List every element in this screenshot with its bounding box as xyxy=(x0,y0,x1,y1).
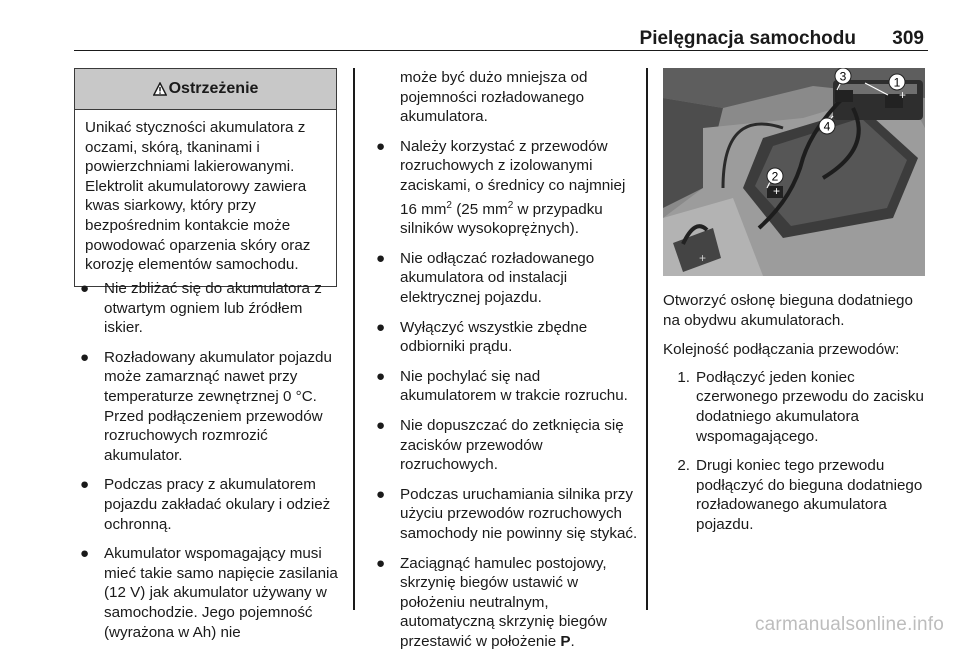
column-3 xyxy=(663,291,933,545)
list-item-text: Należy korzystać z przewodów rozruchowych z izolowanymi zaciskami, o średnicy co najmniej 16 $mm^2$ (25 $mm^2$ w przypadku silników wysokoprężnych). xyxy=(400,137,626,238)
continuation-text: może być dużo mniejsza od pojemności rozładowanego akumulatora. xyxy=(400,69,588,126)
list-item-continuation xyxy=(374,68,640,127)
callout-4 xyxy=(819,118,835,134)
column-2 xyxy=(374,68,640,662)
page-header xyxy=(74,24,928,51)
list-item-text: Rozładowany akumulator pojazdu może zamarznąć nawet przy temperaturze zewnętrznej 0 °C. Przed podłączeniem przewodów rozruchowych rozmrozić akumulator. xyxy=(104,348,332,464)
list-item: ● Należy korzystać z przewodów rozruchowych z izolowanymi zaciskami, o średnicy co najmniej 16 $mm^2$ (25 $mm^2$ w przypadku silników wysokoprężnych). xyxy=(374,137,640,239)
callout-3 xyxy=(835,68,851,84)
svg-text:+: + xyxy=(773,184,781,198)
list-item-text: Wyłączyć wszystkie zbędne odbiorniki prądu. xyxy=(400,318,588,356)
watermark: carmanualsonline.info xyxy=(754,614,944,635)
gear-letter: P xyxy=(560,632,571,650)
list-item: ● Podczas pracy z akumulatorem pojazdu zakładać okulary i odzież ochronną. xyxy=(78,475,344,534)
list-item-text: Nie zbliżać się do akumulatora z otwartym ogniem lub źródłem iskier. xyxy=(104,280,322,337)
callout-2 xyxy=(767,168,783,184)
list-item: ● Nie odłączać rozładowanego akumulatora od instalacji elektrycznej pojazdu. xyxy=(374,249,640,308)
list-item-text: Podczas uruchamiania silnika przy użyciu przewodów rozruchowych samochody nie powinny się stykać. xyxy=(400,485,638,542)
page-title: Pielęgnacja samochodu xyxy=(639,28,856,49)
step-text: Drugi koniec tego przewodu podłączyć do bieguna dodatniego rozładowanego akumulatora pojazdu. xyxy=(696,457,923,533)
list-item-text: Nie dopuszczać do zetknięcia się zacisków przewodów rozruchowych. xyxy=(400,416,624,474)
svg-text:1: 1 xyxy=(893,75,901,90)
list-item: ● Akumulator wspomagający musi mieć takie samo napięcie zasilania (12 V) jak akumulator używany w samochodzie. Jego pojemność (wyrażona w Ah) nie xyxy=(78,544,344,642)
list-item-text: Nie pochylać się nad akumulatorem w trakcie rozruchu. xyxy=(400,367,628,405)
column-divider xyxy=(646,68,648,610)
engine-bay-illustration xyxy=(663,68,925,276)
paragraph: Kolejność podłączania przewodów: xyxy=(663,341,900,359)
warning-box xyxy=(74,68,337,287)
list-item: ● Nie dopuszczać do zetknięcia się zacisków przewodów rozruchowych. xyxy=(374,416,640,475)
step-number: 1. xyxy=(677,368,690,386)
list-item: ● Podczas uruchamiania silnika przy użyciu przewodów rozruchowych samochody nie powinny się stykać. xyxy=(374,485,640,544)
warning-text: Unikać styczności akumulatora z oczami, skórą, tkaninami i powierzchniami lakierowanymi. Elektrolit akumulatorowy zawiera kwas siarkowy, który przy bezpośrednim kontakcie może powodować oparzenia skóry oraz korozję elementów samochodu. xyxy=(85,119,311,274)
step-number: 2. xyxy=(677,457,690,475)
warning-title: Ostrzeżenie xyxy=(168,80,259,97)
svg-text:+: + xyxy=(899,88,907,102)
svg-text:4: 4 xyxy=(823,119,831,134)
page-number: 309 xyxy=(892,28,924,49)
list-item: ● Wyłączyć wszystkie zbędne odbiorniki prądu. xyxy=(374,318,640,357)
svg-text:3: 3 xyxy=(839,69,847,84)
list-item: ● Nie zbliżać się do akumulatora z otwartym ogniem lub źródłem iskier. xyxy=(78,279,344,338)
svg-text:+: + xyxy=(699,251,707,265)
numbered-item xyxy=(663,456,933,534)
warning-header xyxy=(75,69,336,110)
list-item: ● Rozładowany akumulator pojazdu może zamarznąć nawet przy temperaturze zewnętrznej 0 °C. Przed podłączeniem przewodów rozruchowych rozmrozić akumulator. xyxy=(78,348,344,466)
svg-text:2: 2 xyxy=(771,169,779,184)
step-text: Podłączyć jeden koniec czerwonego przewodu do zacisku dodatniego akumulatora wspomagającego. xyxy=(696,368,924,445)
list-item-text: Zaciągnąć hamulec postojowy, skrzynię biegów ustawić w położeniu neutralnym, automatyczną skrzynię biegów przestawić w położenie P. xyxy=(400,554,607,650)
list-item: ● Zaciągnąć hamulec postojowy, skrzynię biegów ustawić w położeniu neutralnym, automatyczną skrzynię biegów przestawić w położenie P. xyxy=(374,554,640,652)
warning-icon xyxy=(153,82,167,96)
numbered-item xyxy=(663,368,933,446)
battery-jump-start-photo xyxy=(663,68,925,276)
list-item-text: Podczas pracy z akumulatorem pojazdu zakładać okulary i odzież ochronną. xyxy=(104,476,331,533)
list-item-text: Akumulator wspomagający musi mieć takie samo napięcie zasilania (12 V) jak akumulator używany w samochodzie. Jego pojemność (wyrażona w Ah) nie xyxy=(104,545,338,641)
list-item: ● Nie pochylać się nad akumulatorem w trakcie rozruchu. xyxy=(374,367,640,406)
column-1 xyxy=(78,279,344,652)
column-divider xyxy=(353,68,355,610)
paragraph: Otworzyć osłonę bieguna dodatniego na obydwu akumulatorach. xyxy=(663,292,913,329)
list-item-text: Nie odłączać rozładowanego akumulatora od instalacji elektrycznej pojazdu. xyxy=(400,249,595,306)
callout-1 xyxy=(889,74,905,90)
